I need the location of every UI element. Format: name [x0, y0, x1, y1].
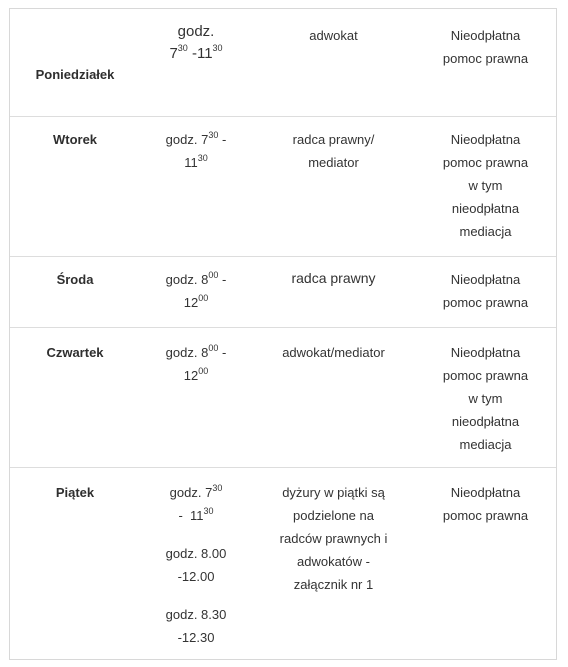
- hours-range: $7^{30}$ $-11^{30}$: [169, 43, 223, 62]
- service-cell: Nieodpłatna pomoc prawna w tym nieodpłatna mediacja: [442, 132, 529, 239]
- table-row: [10, 256, 556, 328]
- table-row: [10, 467, 556, 659]
- hours-cell: godz. $7^{30}$ - $11^{30}$: [140, 128, 252, 174]
- hours-cell: godz. $8^{00}$ - $12^{00}$: [140, 268, 252, 314]
- table-row: [10, 116, 556, 257]
- hours-range: godz. $8^{00}$ -: [165, 342, 227, 360]
- hours-cell: godz. $8^{00}$ - $12^{00}$: [140, 341, 252, 387]
- role-cell: [252, 267, 415, 290]
- day-cell: [10, 128, 140, 151]
- schedule-table: [9, 8, 557, 660]
- hours-cell: [140, 21, 252, 65]
- role-cell: radca prawny/ mediator: [292, 132, 375, 170]
- hours-prefix: godz.: [177, 23, 215, 40]
- service-cell: Nieodpłatna pomoc prawna: [442, 485, 529, 523]
- role-cell: [252, 341, 415, 364]
- day-label: Środa: [56, 272, 94, 287]
- service-cell: Nieodpłatna pomoc prawna: [442, 28, 529, 66]
- service-cell: Nieodpłatna pomoc prawna: [442, 272, 529, 310]
- role-label: adwokat: [309, 28, 358, 43]
- service-cell: Nieodpłatna pomoc prawna w tym nieodpłatna mediacja: [442, 345, 529, 452]
- day-cell: [10, 341, 140, 364]
- hours-range: godz. $7^{30}$: [169, 482, 223, 500]
- table-row: [10, 9, 556, 117]
- day-label: Czwartek: [46, 345, 104, 360]
- role-label: adwokat/mediator: [282, 345, 385, 360]
- day-cell: [10, 268, 140, 291]
- table-row: [10, 327, 556, 468]
- role-label: radca prawny: [291, 270, 376, 286]
- hours-cell: godz. $7^{30}$ - $11^{30}$ godz. 8.00 -12.00 godz. 8.30 -12.30: [140, 481, 252, 649]
- day-cell: [10, 481, 140, 504]
- day-cell: [10, 63, 140, 86]
- hours-extra-2: godz. 8.30: [165, 607, 227, 622]
- role-cell: dyżury w piątki są podzielone na radców prawnych i adwokatów - załącznik nr 1: [279, 485, 388, 592]
- hours-extra-1: godz. 8.00: [165, 546, 227, 561]
- day-label: Poniedziałek: [35, 67, 115, 82]
- day-label: Piątek: [55, 485, 95, 500]
- hours-range: godz. $7^{30}$ -: [165, 129, 227, 147]
- hours-range: godz. $8^{00}$ -: [165, 269, 227, 287]
- day-label: Wtorek: [52, 132, 98, 147]
- role-cell: [252, 24, 415, 47]
